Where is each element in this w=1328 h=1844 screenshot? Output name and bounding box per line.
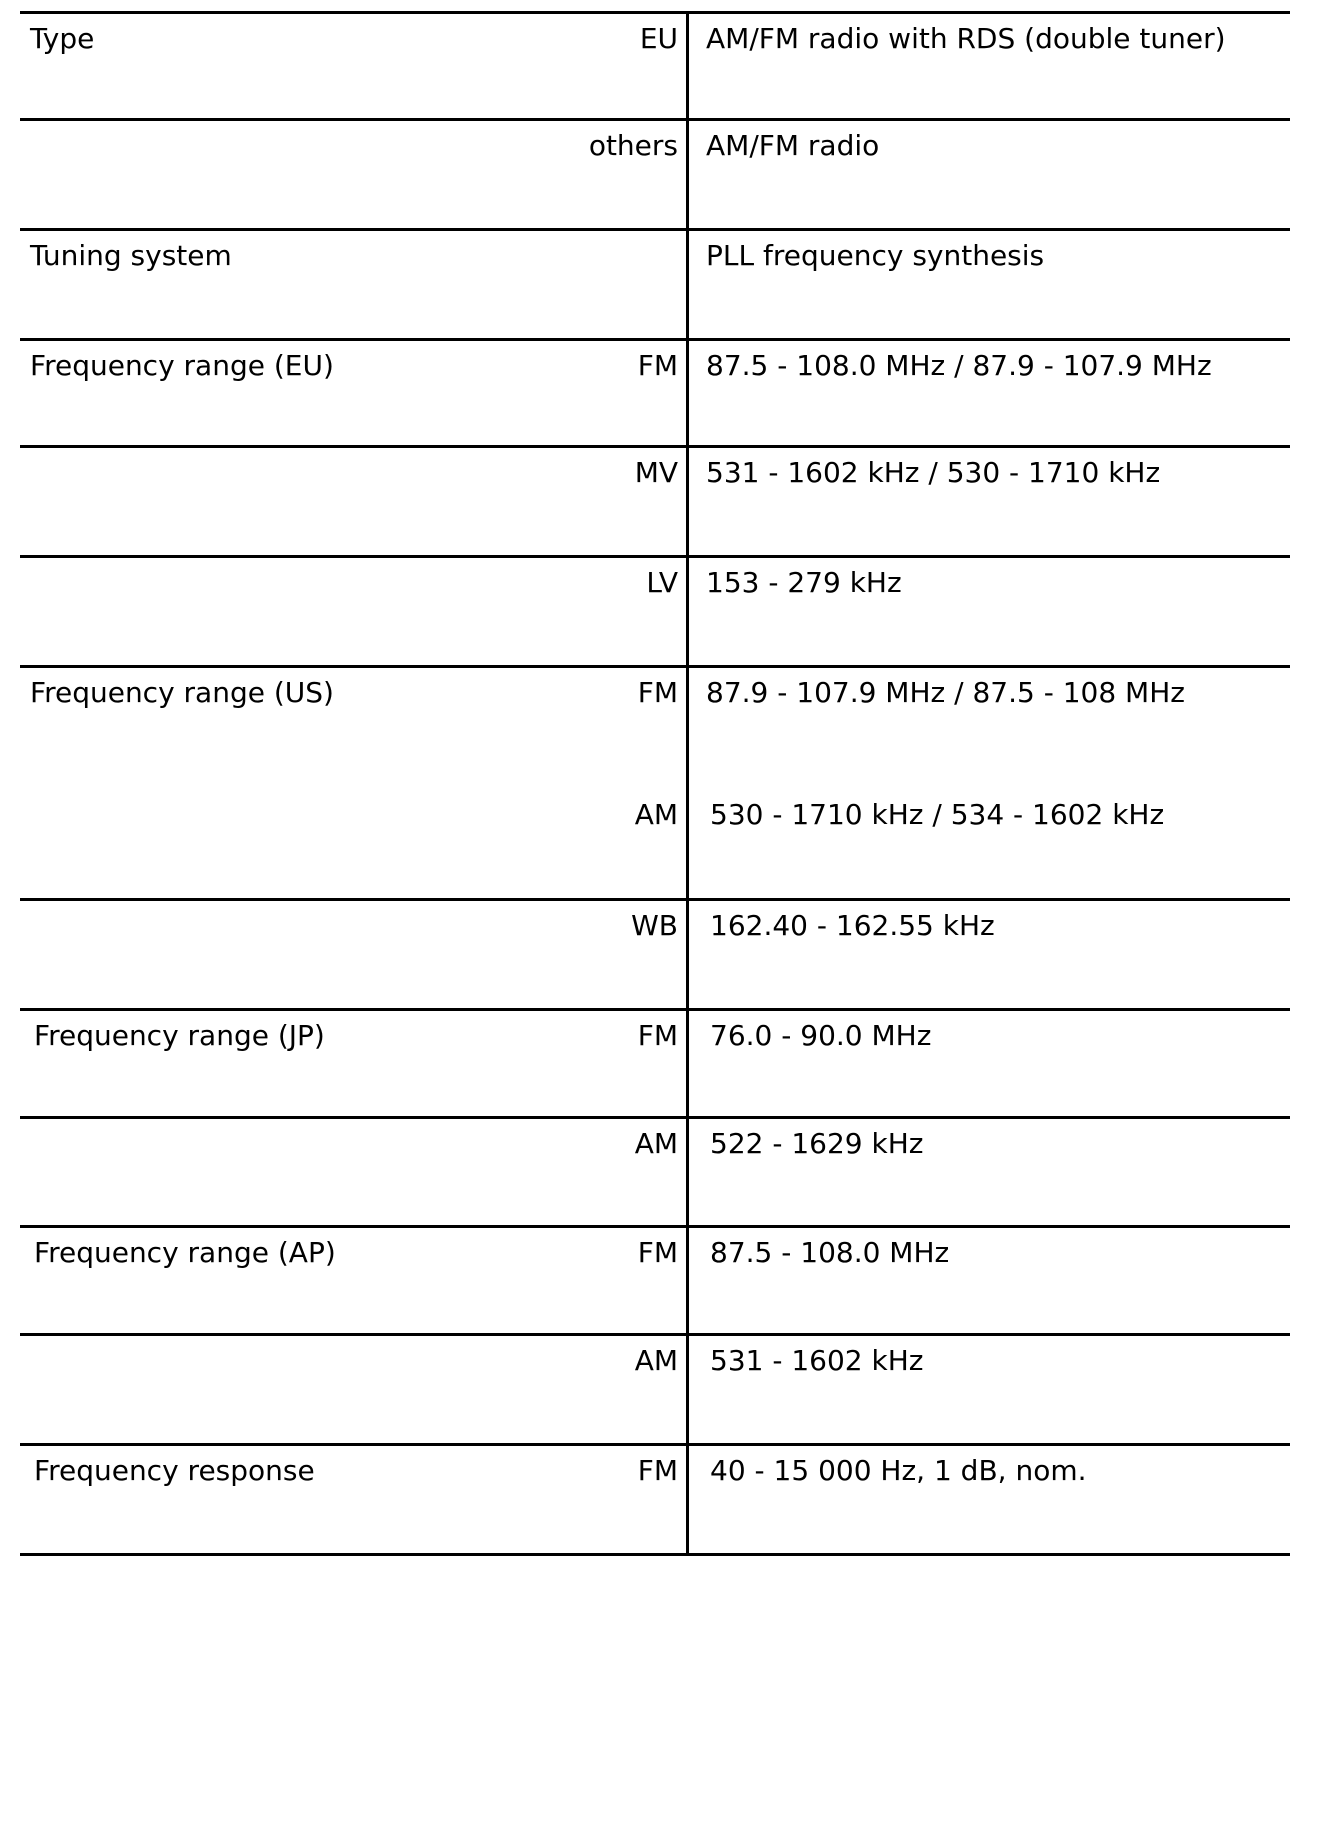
table-row <box>20 1011 1290 1119</box>
column-divider <box>686 1228 689 1333</box>
column-divider <box>686 14 689 118</box>
spec-table <box>20 11 1290 1556</box>
row-band: FM <box>637 1236 678 1269</box>
column-divider <box>686 558 689 665</box>
row-band: AM <box>634 1344 678 1377</box>
column-divider <box>686 1446 689 1553</box>
row-band: MV <box>634 456 678 489</box>
row-label: Frequency response <box>34 1454 315 1487</box>
row-label: Tuning system <box>30 239 232 272</box>
row-band: AM <box>634 1127 678 1160</box>
row-label: Frequency range (EU) <box>30 349 334 382</box>
column-divider <box>686 121 689 228</box>
column-divider <box>686 448 689 555</box>
table-row <box>20 1119 1290 1228</box>
row-value: 87.5 - 108.0 MHz / 87.9 - 107.9 MHz <box>706 349 1212 382</box>
row-value: 76.0 - 90.0 MHz <box>710 1019 932 1052</box>
row-label: Frequency range (AP) <box>34 1236 336 1269</box>
row-band: FM <box>637 1019 678 1052</box>
table-row <box>20 14 1290 121</box>
column-divider <box>686 341 689 445</box>
row-value: 87.9 - 107.9 MHz / 87.5 - 108 MHz <box>706 676 1185 709</box>
column-divider <box>686 1011 689 1116</box>
row-value: 522 - 1629 kHz <box>710 1127 924 1160</box>
row-label: Frequency range (US) <box>30 676 334 709</box>
row-band: LV <box>646 566 678 599</box>
table-row <box>20 1228 1290 1336</box>
table-row <box>20 448 1290 558</box>
table-row <box>20 668 1290 901</box>
row-value: PLL frequency synthesis <box>706 239 1045 272</box>
row-band: FM <box>637 676 678 709</box>
row-label: Frequency range (JP) <box>34 1019 325 1052</box>
column-divider <box>686 1119 689 1225</box>
column-divider <box>686 668 689 898</box>
table-row <box>20 121 1290 231</box>
row-value: 531 - 1602 kHz <box>710 1344 924 1377</box>
row-value: AM/FM radio with RDS (double tuner) <box>706 22 1226 55</box>
column-divider <box>686 231 689 338</box>
row-label: Type <box>30 22 95 55</box>
row-band: WB <box>631 909 678 942</box>
table-row <box>20 231 1290 341</box>
row-band: others <box>588 129 678 162</box>
column-divider <box>686 901 689 1008</box>
row-value: 40 - 15 000 Hz, 1 dB, nom. <box>710 1454 1087 1487</box>
column-divider <box>686 1336 689 1443</box>
table-row <box>20 558 1290 668</box>
row-value: 531 - 1602 kHz / 530 - 1710 kHz <box>706 456 1161 489</box>
row-value: AM/FM radio <box>706 129 880 162</box>
row-value: 162.40 - 162.55 kHz <box>710 909 995 942</box>
row-value: 153 - 279 kHz <box>706 566 902 599</box>
row-value: 87.5 - 108.0 MHz <box>710 1236 950 1269</box>
row-band: FM <box>637 349 678 382</box>
row-band-secondary: AM <box>634 798 678 831</box>
row-band: EU <box>639 22 678 55</box>
row-band: FM <box>637 1454 678 1487</box>
table-row <box>20 1336 1290 1446</box>
table-row <box>20 1446 1290 1556</box>
row-value-secondary: 530 - 1710 kHz / 534 - 1602 kHz <box>710 798 1165 831</box>
table-row <box>20 341 1290 448</box>
table-row <box>20 901 1290 1011</box>
